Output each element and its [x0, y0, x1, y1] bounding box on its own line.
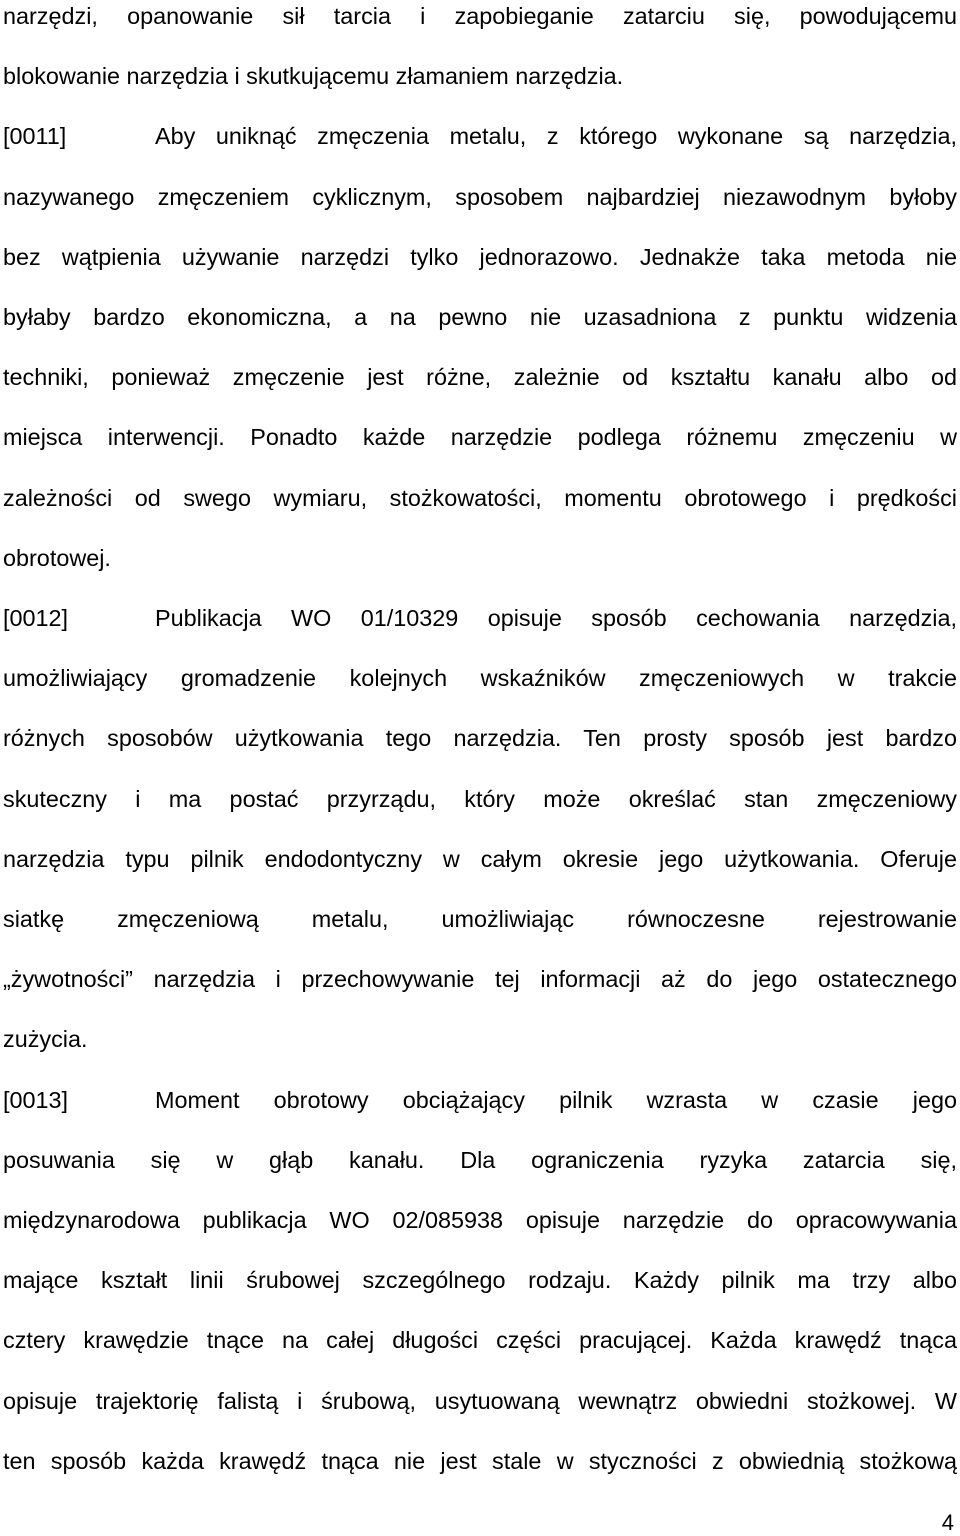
- line-text: umożliwiający gromadzenie kolejnych wskaźników zmęczeniowych w trakcie: [3, 665, 957, 692]
- page-number: 4: [941, 1510, 954, 1535]
- line-text: ten sposób każda krawędź tnąca nie jest stale w styczności z obwiednią stożkową: [3, 1447, 957, 1474]
- paragraph-first-line: [3, 1084, 957, 1116]
- text-line: [3, 843, 957, 875]
- line-text: miejsca interwencji. Ponadto każde narzędzie podlega różnemu zmęczeniu w: [3, 424, 957, 451]
- text-line: [3, 1445, 957, 1477]
- line-text: Publikacja WO 01/10329 opisuje sposób cechowania narzędzia,: [155, 605, 957, 631]
- line-text: narzędzi, opanowanie sił tarcia i zapobieganie zatarciu się, powodującemu: [3, 3, 957, 29]
- line-text: narzędzia typu pilnik endodontyczny w całym okresie jego użytkowania. Oferuje: [3, 845, 957, 872]
- line-text: techniki, ponieważ zmęczenie jest różne, zależnie od kształtu kanału albo od: [3, 364, 957, 391]
- line-text: opisuje trajektorię falistą i śrubową, usytuowaną wewnątrz obwiedni stożkowej. W: [3, 1387, 957, 1414]
- text-line: [3, 1204, 957, 1236]
- line-text: międzynarodowa publikacja WO 02/085938 opisuje narzędzie do opracowywania: [3, 1207, 957, 1233]
- text-line: [3, 482, 957, 514]
- text-line: [3, 181, 957, 213]
- line-text: byłaby bardzo ekonomiczna, a na pewno nie uzasadniona z punktu widzenia: [3, 304, 957, 330]
- text-line: [3, 722, 957, 754]
- paragraph-number: [0012]: [3, 605, 69, 631]
- text-line: [3, 0, 957, 32]
- text-line: [3, 1385, 957, 1417]
- line-text: obrotowej.: [3, 544, 111, 571]
- text-line: [3, 1144, 957, 1176]
- text-line: [3, 903, 957, 935]
- paragraph-first-line: [3, 602, 957, 634]
- text-line: [3, 241, 957, 273]
- line-text: Moment obrotowy obciążający pilnik wzrasta w czasie jego: [155, 1086, 957, 1113]
- paragraph-first-line: [3, 120, 957, 152]
- text-line: [3, 1023, 957, 1055]
- text-line: [3, 1324, 957, 1356]
- line-text: bez wątpienia używanie narzędzi tylko jednorazowo. Jednakże taka metoda nie: [3, 243, 957, 270]
- text-line: [3, 1264, 957, 1296]
- line-text: „żywotności” narzędzia i przechowywanie tej informacji aż do jego ostatecznego: [3, 966, 957, 993]
- line-text: różnych sposobów użytkowania tego narzędzia. Ten prosty sposób jest bardzo: [3, 725, 957, 752]
- paragraph-number: [0011]: [3, 123, 67, 150]
- line-text: zależności od swego wymiaru, stożkowatości, momentu obrotowego i prędkości: [3, 484, 957, 511]
- line-text: blokowanie narzędzia i skutkującemu złamaniem narzędzia.: [3, 63, 624, 90]
- line-text: siatkę zmęczeniową metalu, umożliwiając równoczesne rejestrowanie: [3, 906, 957, 932]
- paragraph-number: [0013]: [3, 1086, 69, 1113]
- line-text: cztery krawędzie tnące na całej długości części pracującej. Każda krawędź tnąca: [3, 1327, 957, 1354]
- text-line: [3, 361, 957, 393]
- text-line: [3, 783, 957, 815]
- line-text: mające kształt linii śrubowej szczególnego rodzaju. Każdy pilnik ma trzy albo: [3, 1267, 957, 1294]
- line-text: posuwania się w głąb kanału. Dla ograniczenia ryzyka zatarcia się,: [3, 1146, 957, 1173]
- text-line: [3, 60, 957, 92]
- text-line: [3, 963, 957, 995]
- line-text: zużycia.: [3, 1026, 88, 1053]
- text-line: [3, 301, 957, 333]
- line-text: Aby uniknąć zmęczenia metalu, z którego wykonane są narzędzia,: [155, 123, 957, 150]
- line-text: skuteczny i ma postać przyrządu, który może określać stan zmęczeniowy: [3, 785, 957, 812]
- line-text: nazywanego zmęczeniem cyklicznym, sposobem najbardziej niezawodnym byłoby: [3, 183, 957, 210]
- text-line: [3, 421, 957, 453]
- text-line: [3, 542, 957, 574]
- text-line: [3, 662, 957, 694]
